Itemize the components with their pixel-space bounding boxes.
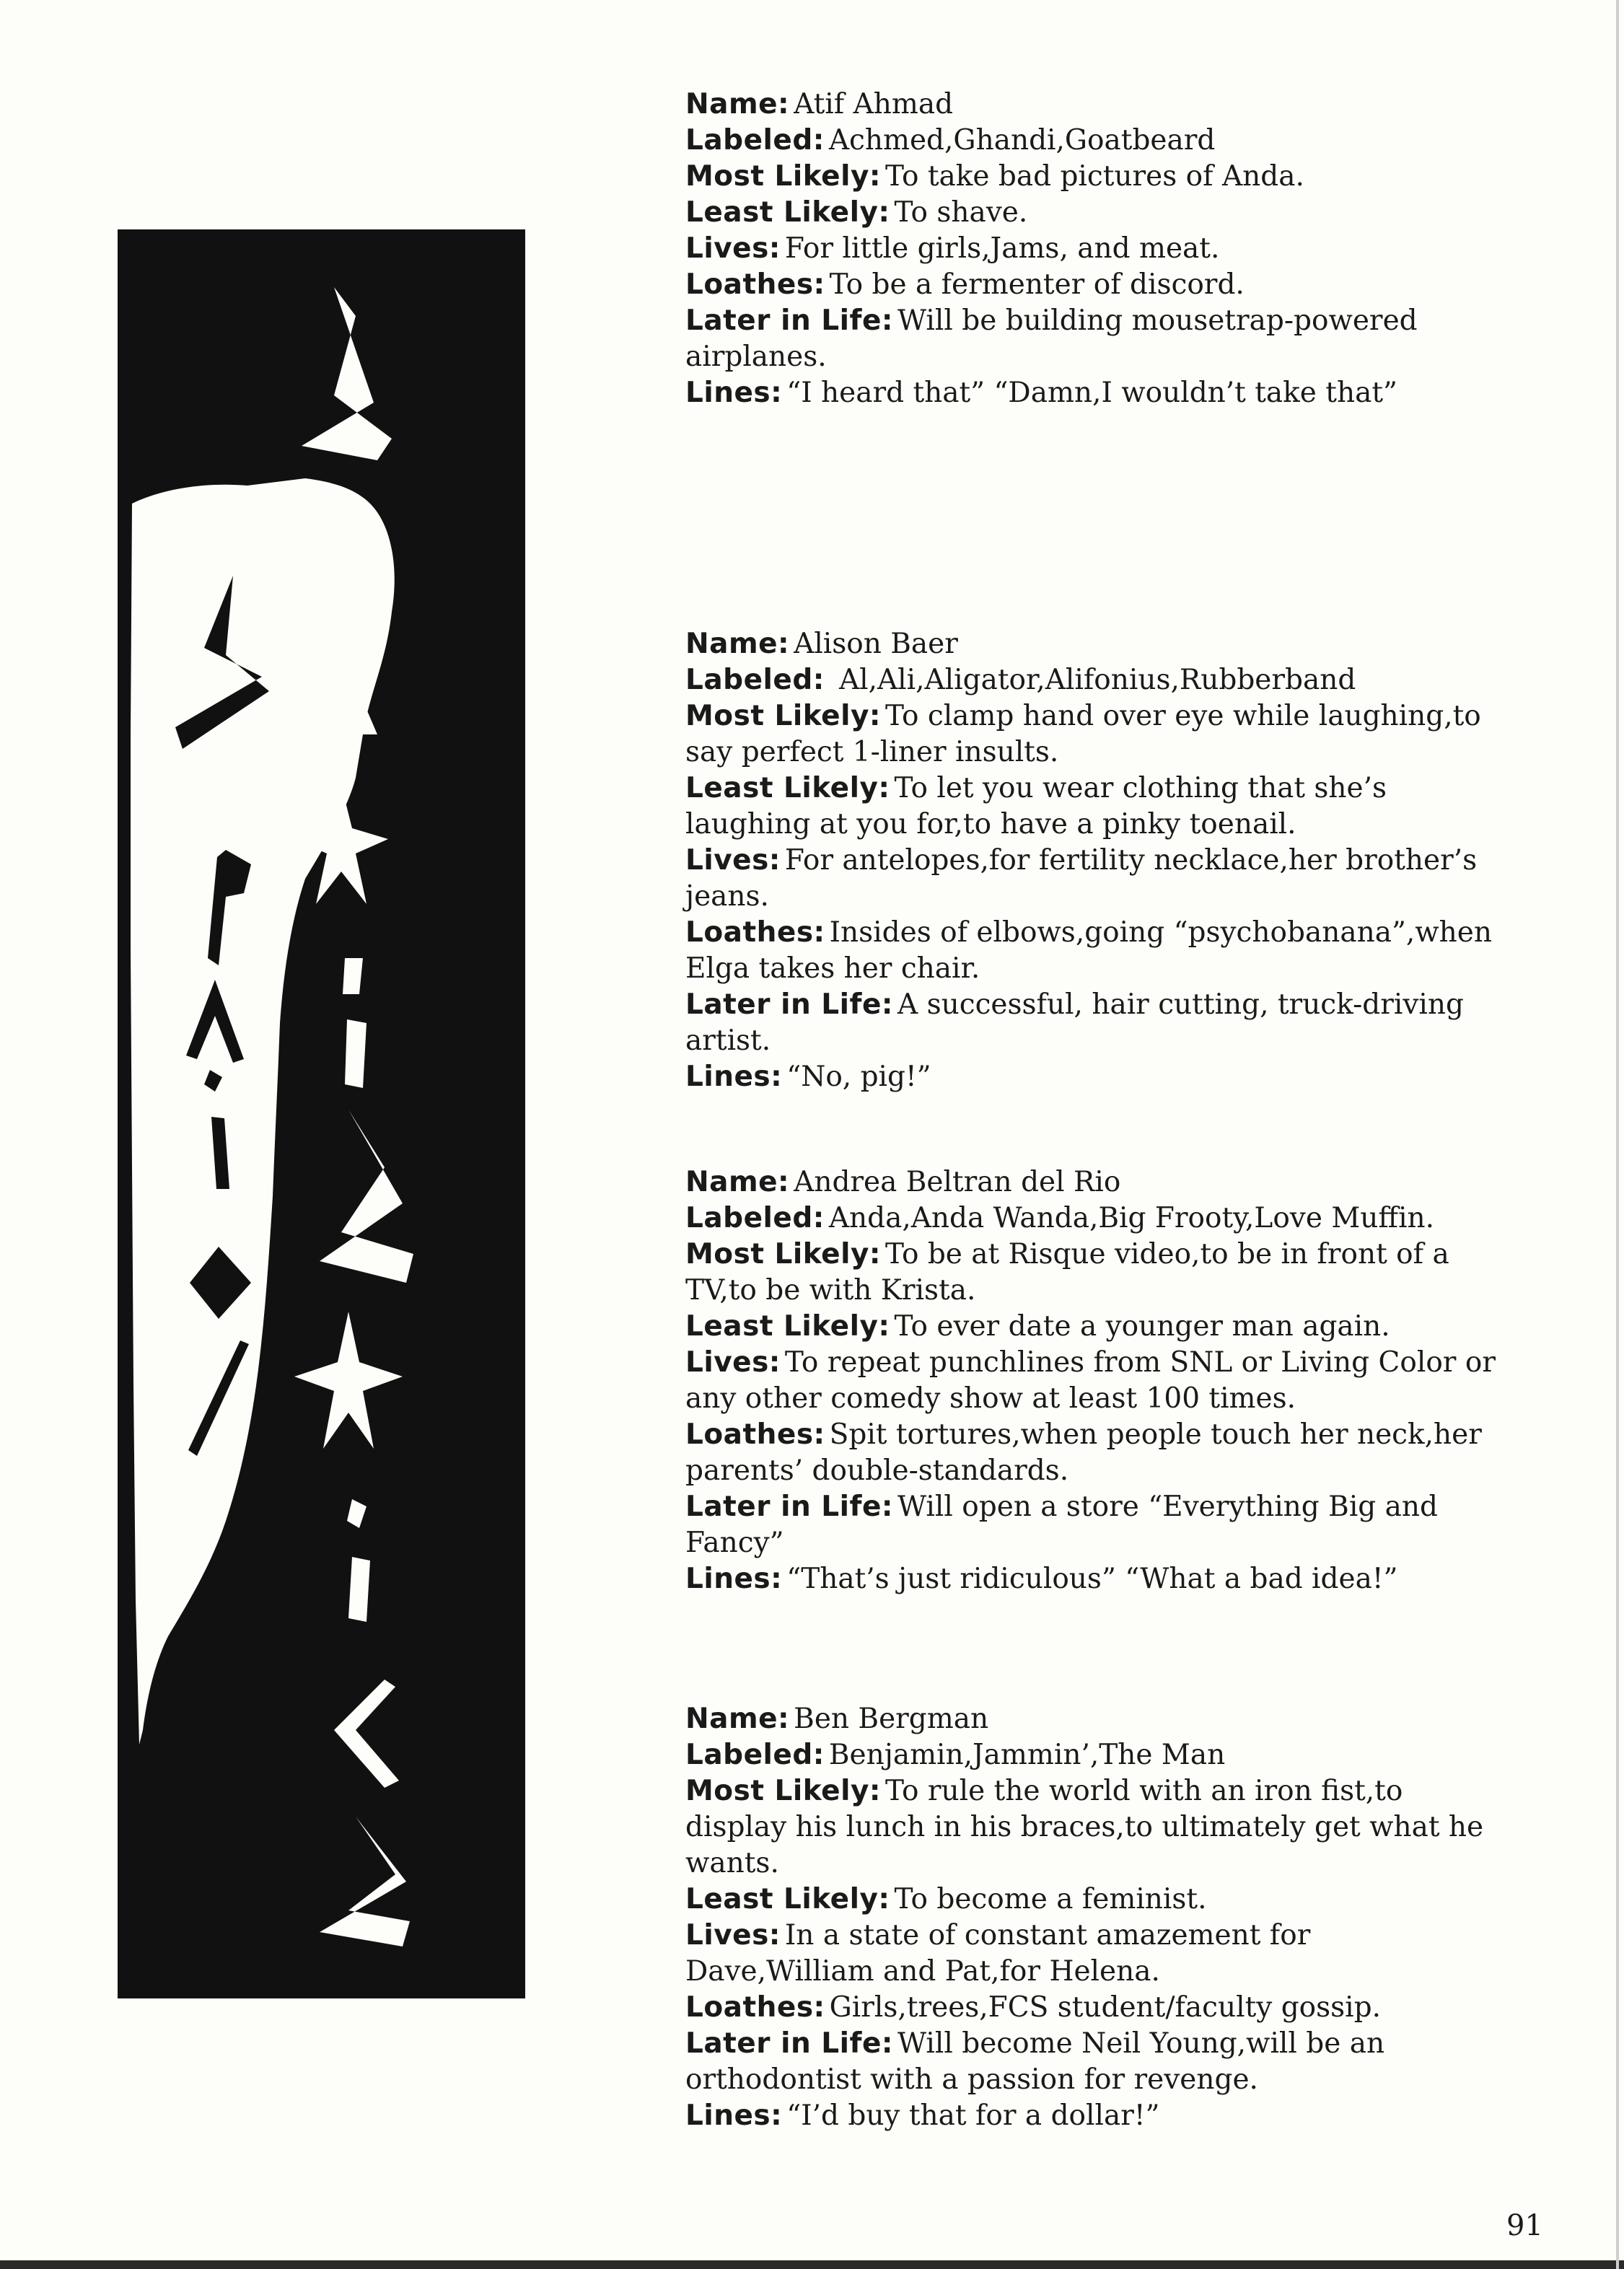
profile-entry-atif-ahmad [685,87,1501,411]
name-label: Name: [685,1703,790,1735]
most-likely-value: To rule the world with an iron fist,to display his lunch in his braces,to ultimately get what he wants. [685,1775,1484,1879]
name-value: Atif Ahmad [794,88,954,120]
most-likely-line [685,698,1501,771]
most-likely-label: Most Likely: [685,700,881,732]
labeled-value: Al,Ali,Aligator,Alifonius,Rubberband [838,664,1356,696]
later-in-life-line [685,987,1501,1059]
labeled-line [685,123,1501,159]
labeled-line [685,1737,1501,1773]
profile-entry-alison-baer [685,626,1501,1095]
later-in-life-line [685,1489,1501,1561]
loathes-line [685,1990,1501,2026]
later-in-life-label: Later in Life: [685,1491,894,1523]
least-likely-value: To become a feminist. [894,1883,1207,1915]
lines-label: Lines: [685,1061,783,1093]
artwork-svg [118,229,525,1998]
least-likely-line [685,771,1501,843]
profile-entry-andrea-beltran-del-rio [685,1164,1501,1597]
lines-line [685,1059,1501,1095]
lines-label: Lines: [685,2099,783,2132]
later-in-life-line [685,2026,1501,2098]
name-value: Andrea Beltran del Rio [794,1166,1121,1198]
loathes-label: Loathes: [685,1991,825,2024]
loathes-line [685,267,1501,303]
labeled-value: Anda,Anda Wanda,Big Frooty,Love Muffin. [828,1202,1435,1234]
loathes-value: Spit tortures,when people touch her neck,her parents’ double-standards. [685,1418,1482,1487]
profile-entry-ben-bergman [685,1701,1501,2134]
most-likely-line [685,1773,1501,1882]
lines-value: “I heard that” “Damn,I wouldn’t take that” [786,377,1397,409]
name-value: Ben Bergman [794,1703,989,1735]
lives-label: Lives: [685,1919,781,1952]
bottom-rule [0,2260,1624,2269]
loathes-value: Girls,trees,FCS student/faculty gossip. [829,1991,1382,2024]
glyph-dash-3 [348,1557,370,1622]
least-likely-value: To shave. [894,196,1028,229]
lives-line [685,843,1501,915]
most-likely-line [685,1237,1501,1309]
page-edge-rule [1616,0,1619,2269]
labeled-value: Benjamin,Jammin’,The Man [828,1739,1226,1771]
later-in-life-label: Later in Life: [685,304,894,337]
labeled-label: Labeled: [685,1739,825,1771]
lives-label: Lives: [685,1346,781,1379]
least-likely-value: To let you wear clothing that she’s laughing at you for,to have a pinky toenail. [685,772,1387,841]
lines-value: “No, pig!” [786,1061,931,1093]
loathes-label: Loathes: [685,268,825,301]
later-in-life-value: Will open a store “Everything Big and Fancy” [685,1491,1438,1559]
senior-statistics-artwork [118,229,525,1998]
later-in-life-label: Later in Life: [685,2027,894,2060]
least-likely-value: To ever date a younger man again. [894,1310,1390,1343]
lives-value: For antelopes,for fertility necklace,her brother’s jeans. [685,844,1478,913]
least-likely-line [685,1882,1501,1918]
least-likely-line [685,1309,1501,1345]
name-value: Alison Baer [794,628,958,660]
lives-value: For little girls,Jams, and meat. [784,232,1220,265]
least-likely-line [685,195,1501,231]
later-in-life-label: Later in Life: [685,988,894,1021]
loathes-label: Loathes: [685,916,825,949]
lines-label: Lines: [685,377,783,409]
lines-line [685,2098,1501,2134]
most-likely-value: To clamp hand over eye while laughing,to say perfect 1-liner insults. [685,700,1481,768]
name-line [685,1701,1501,1737]
least-likely-label: Least Likely: [685,1310,890,1343]
lines-line [685,375,1501,411]
labeled-label: Labeled: [685,1202,825,1234]
lines-label: Lines: [685,1563,783,1595]
most-likely-label: Most Likely: [685,1775,881,1807]
later-in-life-line [685,303,1501,375]
lives-label: Lives: [685,232,781,265]
lives-line [685,1345,1501,1417]
labeled-label: Labeled: [685,124,825,157]
name-label: Name: [685,628,790,660]
loathes-value: To be a fermenter of discord. [829,268,1245,301]
lives-value: To repeat punchlines from SNL or Living Color or any other comedy show at least 100 times. [685,1346,1496,1415]
loathes-label: Loathes: [685,1418,825,1451]
labeled-line [685,662,1501,698]
loathes-line [685,915,1501,987]
most-likely-value: To take bad pictures of Anda. [885,160,1304,193]
lines-value: “I’d buy that for a dollar!” [786,2099,1160,2132]
lines-value: “That’s just ridiculous” “What a bad idea!” [786,1563,1398,1595]
loathes-line [685,1417,1501,1489]
lives-line [685,231,1501,267]
most-likely-label: Most Likely: [685,1238,881,1270]
lives-label: Lives: [685,844,781,877]
name-line [685,1164,1501,1201]
name-label: Name: [685,1166,790,1198]
lives-line [685,1918,1501,1990]
later-in-life-value: Will be building mousetrap-powered airplanes. [685,304,1418,373]
labeled-value: Achmed,Ghandi,Goatbeard [828,124,1216,157]
page-number: 91 [1506,2209,1543,2242]
lines-line [685,1561,1501,1597]
most-likely-line [685,159,1501,195]
lives-value: In a state of constant amazement for Dave,William and Pat,for Helena. [685,1919,1311,1988]
glyph-dash-2 [345,1019,367,1088]
loathes-value: Insides of elbows,going “psychobanana”,when Elga takes her chair. [685,916,1492,985]
labeled-label: Labeled: [685,664,835,696]
name-label: Name: [685,88,790,120]
name-line [685,626,1501,662]
later-in-life-value: Will become Neil Young,will be an orthodontist with a passion for revenge. [685,2027,1385,2096]
least-likely-label: Least Likely: [685,1883,890,1915]
least-likely-label: Least Likely: [685,772,890,804]
later-in-life-value: A successful, hair cutting, truck-driving artist. [685,988,1464,1057]
labeled-line [685,1201,1501,1237]
name-line [685,87,1501,123]
most-likely-value: To be at Risque video,to be in front of a TV,to be with Krista. [685,1238,1449,1307]
most-likely-label: Most Likely: [685,160,881,193]
least-likely-label: Least Likely: [685,196,890,229]
